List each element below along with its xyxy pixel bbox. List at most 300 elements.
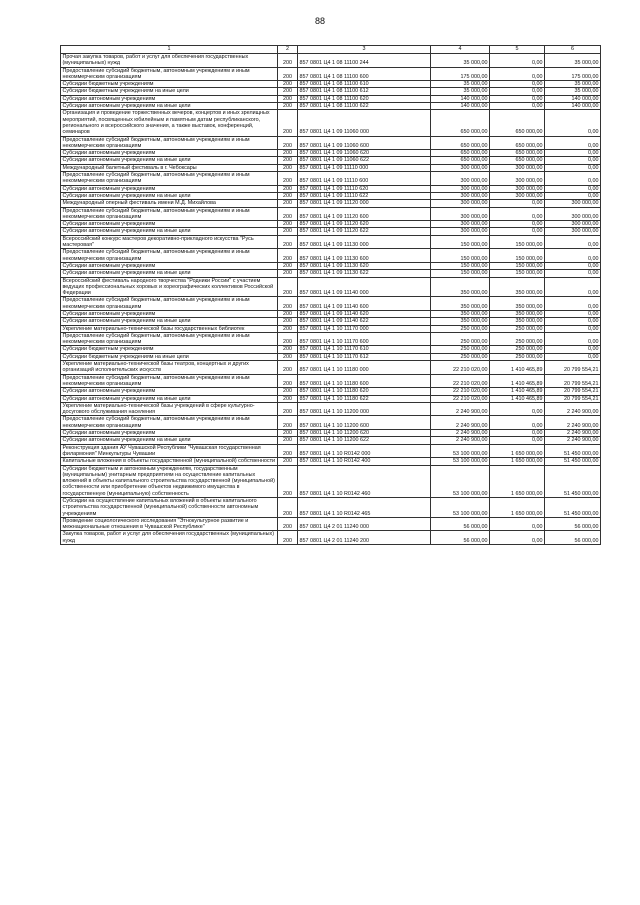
row-code-cell: 200	[278, 164, 298, 171]
column-header: 4	[431, 46, 490, 54]
row-total-cell: 0,00	[545, 157, 601, 164]
row-code-cell: 200	[278, 444, 298, 458]
row-amount-cell: 53 100 000,00	[431, 498, 490, 518]
row-total-cell: 56 000,00	[545, 517, 601, 531]
table-row	[61, 54, 601, 68]
row-amount-cell: 22 210 020,00	[431, 374, 490, 388]
row-total-cell: 0,00	[545, 172, 601, 186]
row-code-cell: 200	[278, 361, 298, 375]
row-change-cell: 0,00	[490, 95, 545, 102]
row-code-cell: 200	[278, 262, 298, 269]
row-amount-cell: 22 210 020,00	[431, 395, 490, 402]
row-code-cell: 200	[278, 346, 298, 353]
row-code-cell: 200	[278, 172, 298, 186]
row-change-cell: 300 000,00	[490, 185, 545, 192]
row-total-cell: 51 450 000,00	[545, 498, 601, 518]
row-name-cell: Капитальные вложения в объекты государственной (муниципальной) собственности	[61, 458, 278, 465]
row-code-cell: 200	[278, 353, 298, 360]
row-code-cell: 200	[278, 110, 298, 136]
column-header: 5	[490, 46, 545, 54]
row-amount-cell: 650 000,00	[431, 136, 490, 150]
row-total-cell: 20 799 554,21	[545, 361, 601, 375]
row-change-cell: 250 000,00	[490, 332, 545, 346]
row-classification-cell: 857 0801 Ц4 1 09 11060 622	[298, 157, 431, 164]
row-classification-cell: 857 0801 Ц4 1 08 11100 244	[298, 54, 431, 68]
row-total-cell: 0,00	[545, 346, 601, 353]
row-classification-cell: 857 0801 Ц4 1 10 11180 622	[298, 395, 431, 402]
row-amount-cell: 300 000,00	[431, 164, 490, 171]
row-name-cell: Субсидии бюджетным учреждениям на иные цели	[61, 88, 278, 95]
row-amount-cell: 650 000,00	[431, 150, 490, 157]
row-code-cell: 200	[278, 67, 298, 81]
row-name-cell: Международный балетный фестиваль в г. Чебоксары	[61, 164, 278, 171]
row-code-cell: 200	[278, 200, 298, 207]
row-code-cell: 200	[278, 416, 298, 430]
row-code-cell: 200	[278, 402, 298, 416]
row-change-cell: 250 000,00	[490, 325, 545, 332]
table-row	[61, 458, 601, 465]
row-change-cell: 300 000,00	[490, 164, 545, 171]
row-code-cell: 200	[278, 531, 298, 545]
row-change-cell: 1 410 465,89	[490, 395, 545, 402]
table-row	[61, 318, 601, 325]
row-amount-cell: 2 240 900,00	[431, 402, 490, 416]
table-row	[61, 192, 601, 199]
column-header: 2	[278, 46, 298, 54]
row-total-cell: 56 000,00	[545, 531, 601, 545]
table-row	[61, 88, 601, 95]
row-name-cell: Предоставление субсидий бюджетным, автономным учреждениям и иным некоммерческим организациям	[61, 207, 278, 221]
row-name-cell: Субсидии автономным учреждениям на иные цели	[61, 192, 278, 199]
row-classification-cell: 857 0801 Ц4 1 09 11110 620	[298, 185, 431, 192]
row-change-cell: 1 650 000,00	[490, 465, 545, 497]
row-change-cell: 150 000,00	[490, 262, 545, 269]
table-row	[61, 444, 601, 458]
row-total-cell: 2 240 900,00	[545, 416, 601, 430]
table-row	[61, 388, 601, 395]
row-total-cell: 51 450 000,00	[545, 458, 601, 465]
row-total-cell: 300 000,00	[545, 221, 601, 228]
row-amount-cell: 350 000,00	[431, 297, 490, 311]
row-name-cell: Прочая закупка товаров, работ и услуг для обеспечения государственных (муниципальных) нужд	[61, 54, 278, 68]
row-classification-cell: 857 0801 Ц4 1 10 11180 620	[298, 388, 431, 395]
row-total-cell: 2 240 900,00	[545, 437, 601, 444]
row-total-cell: 140 000,00	[545, 95, 601, 102]
table-row	[61, 207, 601, 221]
table-row	[61, 270, 601, 277]
row-classification-cell: 857 0801 Ц4 1 10 11180 000	[298, 361, 431, 375]
row-amount-cell: 300 000,00	[431, 228, 490, 235]
row-total-cell: 175 000,00	[545, 67, 601, 81]
row-change-cell: 0,00	[490, 402, 545, 416]
table-row	[61, 150, 601, 157]
row-amount-cell: 35 000,00	[431, 81, 490, 88]
row-classification-cell: 857 0801 Ц4 1 10 11200 620	[298, 430, 431, 437]
row-classification-cell: 857 0801 Ц4 2 01 11240 000	[298, 517, 431, 531]
row-classification-cell: 857 0801 Ц4 1 10 R0142 400	[298, 458, 431, 465]
row-change-cell: 1 650 000,00	[490, 498, 545, 518]
row-change-cell: 0,00	[490, 228, 545, 235]
row-total-cell: 0,00	[545, 310, 601, 317]
row-code-cell: 200	[278, 388, 298, 395]
table-row	[61, 297, 601, 311]
row-total-cell: 0,00	[545, 332, 601, 346]
row-code-cell: 200	[278, 517, 298, 531]
row-amount-cell: 300 000,00	[431, 207, 490, 221]
row-name-cell: Субсидии автономным учреждениям	[61, 310, 278, 317]
table-row	[61, 437, 601, 444]
row-classification-cell: 857 0801 Ц4 1 10 R0142 465	[298, 498, 431, 518]
table-row	[61, 531, 601, 545]
row-classification-cell: 857 0801 Ц4 1 10 R0142 000	[298, 444, 431, 458]
row-amount-cell: 650 000,00	[431, 157, 490, 164]
row-amount-cell: 250 000,00	[431, 332, 490, 346]
table-row	[61, 325, 601, 332]
row-name-cell: Предоставление субсидий бюджетным, автономным учреждениям и иным некоммерческим организациям	[61, 136, 278, 150]
row-classification-cell: 857 0801 Ц4 1 09 11120 622	[298, 228, 431, 235]
row-change-cell: 250 000,00	[490, 346, 545, 353]
row-change-cell: 0,00	[490, 430, 545, 437]
row-name-cell: Субсидии автономным учреждениям на иные цели	[61, 103, 278, 110]
row-name-cell: Предоставление субсидий бюджетным, автономным учреждениям и иным некоммерческим организациям	[61, 249, 278, 263]
row-name-cell: Укрепление материально-технической базы учреждений в сфере культурно-досугового обслуживания населения	[61, 402, 278, 416]
row-code-cell: 200	[278, 465, 298, 497]
row-code-cell: 200	[278, 277, 298, 297]
row-amount-cell: 2 240 900,00	[431, 430, 490, 437]
row-amount-cell: 300 000,00	[431, 192, 490, 199]
row-name-cell: Укрепление материально-технической базы театров, концертных и других организаций исполнительских искусств	[61, 361, 278, 375]
row-code-cell: 200	[278, 81, 298, 88]
row-total-cell: 0,00	[545, 235, 601, 249]
row-code-cell: 200	[278, 185, 298, 192]
table-row	[61, 221, 601, 228]
row-amount-cell: 53 100 000,00	[431, 465, 490, 497]
row-name-cell: Проведение социологического исследования "Этнокультурное развитие и межнациональные отношения в Чувашской Республике"	[61, 517, 278, 531]
row-classification-cell: 857 0801 Ц4 2 01 11240 200	[298, 531, 431, 545]
row-amount-cell: 150 000,00	[431, 235, 490, 249]
row-change-cell: 0,00	[490, 88, 545, 95]
row-name-cell: Субсидии автономным учреждениям	[61, 95, 278, 102]
row-total-cell: 0,00	[545, 262, 601, 269]
table-body	[61, 54, 601, 545]
row-change-cell: 1 410 465,89	[490, 361, 545, 375]
row-classification-cell: 857 0801 Ц4 1 10 11180 600	[298, 374, 431, 388]
row-name-cell: Субсидии автономным учреждениям	[61, 262, 278, 269]
row-change-cell: 150 000,00	[490, 270, 545, 277]
row-change-cell: 650 000,00	[490, 157, 545, 164]
row-classification-cell: 857 0801 Ц4 1 09 11130 620	[298, 262, 431, 269]
row-total-cell: 0,00	[545, 325, 601, 332]
row-amount-cell: 22 210 020,00	[431, 361, 490, 375]
row-amount-cell: 140 000,00	[431, 103, 490, 110]
row-change-cell: 350 000,00	[490, 310, 545, 317]
row-code-cell: 200	[278, 249, 298, 263]
row-change-cell: 650 000,00	[490, 150, 545, 157]
row-classification-cell: 857 0801 Ц4 1 10 11170 612	[298, 353, 431, 360]
table-row	[61, 361, 601, 375]
row-code-cell: 200	[278, 437, 298, 444]
row-total-cell: 0,00	[545, 270, 601, 277]
table-row	[61, 228, 601, 235]
row-name-cell: Всероссийский конкурс мастеров декоративно-прикладного искусства "Русь мастеровая"	[61, 235, 278, 249]
row-amount-cell: 350 000,00	[431, 318, 490, 325]
row-name-cell: Субсидии автономным учреждениям	[61, 185, 278, 192]
row-name-cell: Субсидии автономным учреждениям	[61, 388, 278, 395]
table-row	[61, 136, 601, 150]
row-amount-cell: 53 100 000,00	[431, 458, 490, 465]
row-classification-cell: 857 0801 Ц4 1 08 11100 610	[298, 81, 431, 88]
row-name-cell: Субсидии автономным учреждениям на иные цели	[61, 318, 278, 325]
row-name-cell: Предоставление субсидий бюджетным, автономным учреждениям и иным некоммерческим организациям	[61, 172, 278, 186]
column-header: 3	[298, 46, 431, 54]
row-classification-cell: 857 0801 Ц4 1 08 11100 612	[298, 88, 431, 95]
row-change-cell: 0,00	[490, 221, 545, 228]
table-row	[61, 498, 601, 518]
row-total-cell: 0,00	[545, 297, 601, 311]
table-row	[61, 185, 601, 192]
row-classification-cell: 857 0801 Ц4 1 09 11130 000	[298, 235, 431, 249]
row-name-cell: Субсидии бюджетным и автономным учреждениям, государственным (муниципальным) унитарным предприятиям на осуществление капитальных вложений в объекты капитального строительства государственной (муниципальной) собственности или приобретение объектов недвижимого имущества в государственную (муниципальную) собственность	[61, 465, 278, 497]
row-change-cell: 1 410 465,89	[490, 374, 545, 388]
row-change-cell: 0,00	[490, 67, 545, 81]
row-code-cell: 200	[278, 430, 298, 437]
row-classification-cell: 857 0801 Ц4 1 10 11200 600	[298, 416, 431, 430]
row-total-cell: 0,00	[545, 164, 601, 171]
row-classification-cell: 857 0801 Ц4 1 08 11100 600	[298, 67, 431, 81]
row-classification-cell: 857 0801 Ц4 1 09 11140 622	[298, 318, 431, 325]
row-code-cell: 200	[278, 95, 298, 102]
row-code-cell: 200	[278, 318, 298, 325]
row-amount-cell: 250 000,00	[431, 346, 490, 353]
row-amount-cell: 35 000,00	[431, 54, 490, 68]
row-code-cell: 200	[278, 297, 298, 311]
row-name-cell: Субсидии автономным учреждениям на иные цели	[61, 228, 278, 235]
row-code-cell: 200	[278, 498, 298, 518]
row-name-cell: Укрепление материально-технической базы государственных библиотек	[61, 325, 278, 332]
table-row	[61, 430, 601, 437]
row-name-cell: Субсидии бюджетным учреждениям	[61, 346, 278, 353]
row-total-cell: 0,00	[545, 192, 601, 199]
row-code-cell: 200	[278, 310, 298, 317]
column-header: 6	[545, 46, 601, 54]
row-amount-cell: 175 000,00	[431, 67, 490, 81]
row-change-cell: 0,00	[490, 207, 545, 221]
table-row	[61, 517, 601, 531]
table-row	[61, 95, 601, 102]
table-row	[61, 332, 601, 346]
row-total-cell: 0,00	[545, 353, 601, 360]
row-change-cell: 1 650 000,00	[490, 458, 545, 465]
row-classification-cell: 857 0801 Ц4 1 10 R0142 460	[298, 465, 431, 497]
table-row	[61, 164, 601, 171]
row-classification-cell: 857 0801 Ц4 1 09 11140 000	[298, 277, 431, 297]
row-classification-cell: 857 0801 Ц4 1 09 11120 000	[298, 200, 431, 207]
row-amount-cell: 300 000,00	[431, 172, 490, 186]
row-classification-cell: 857 0801 Ц4 1 09 11110 000	[298, 164, 431, 171]
row-change-cell: 0,00	[490, 517, 545, 531]
row-total-cell: 0,00	[545, 318, 601, 325]
row-classification-cell: 857 0801 Ц4 1 09 11060 000	[298, 110, 431, 136]
row-code-cell: 200	[278, 103, 298, 110]
row-change-cell: 0,00	[490, 416, 545, 430]
table-row	[61, 67, 601, 81]
row-name-cell: Предоставление субсидий бюджетным, автономным учреждениям и иным некоммерческим организациям	[61, 332, 278, 346]
row-classification-cell: 857 0801 Ц4 1 09 11110 600	[298, 172, 431, 186]
row-amount-cell: 150 000,00	[431, 270, 490, 277]
row-total-cell: 0,00	[545, 249, 601, 263]
row-classification-cell: 857 0801 Ц4 1 10 11170 610	[298, 346, 431, 353]
row-change-cell: 300 000,00	[490, 192, 545, 199]
budget-table	[60, 45, 601, 545]
row-classification-cell: 857 0801 Ц4 1 08 11100 622	[298, 103, 431, 110]
row-amount-cell: 56 000,00	[431, 531, 490, 545]
row-amount-cell: 350 000,00	[431, 310, 490, 317]
row-classification-cell: 857 0801 Ц4 1 09 11130 622	[298, 270, 431, 277]
row-name-cell: Субсидии бюджетным учреждениям	[61, 81, 278, 88]
row-change-cell: 300 000,00	[490, 172, 545, 186]
table-row	[61, 200, 601, 207]
row-amount-cell: 150 000,00	[431, 262, 490, 269]
row-amount-cell: 650 000,00	[431, 110, 490, 136]
row-change-cell: 1 410 465,89	[490, 388, 545, 395]
table-row	[61, 310, 601, 317]
row-classification-cell: 857 0801 Ц4 1 09 11140 620	[298, 310, 431, 317]
row-code-cell: 200	[278, 458, 298, 465]
row-amount-cell: 35 000,00	[431, 88, 490, 95]
row-change-cell: 1 650 000,00	[490, 444, 545, 458]
row-change-cell: 650 000,00	[490, 110, 545, 136]
row-name-cell: Всероссийский фестиваль народного творчества "Родники России" с участием ведущих профессиональных хоровых и хореографических коллективов Российской Федерации	[61, 277, 278, 297]
table-row	[61, 416, 601, 430]
table-row	[61, 374, 601, 388]
row-classification-cell: 857 0801 Ц4 1 10 11200 000	[298, 402, 431, 416]
row-name-cell: Субсидии автономным учреждениям на иные цели	[61, 270, 278, 277]
row-amount-cell: 300 000,00	[431, 185, 490, 192]
header-row	[61, 46, 601, 54]
row-total-cell: 2 240 900,00	[545, 430, 601, 437]
page-number: 88	[314, 16, 325, 26]
row-code-cell: 200	[278, 88, 298, 95]
row-code-cell: 200	[278, 54, 298, 68]
row-code-cell: 200	[278, 207, 298, 221]
row-change-cell: 0,00	[490, 200, 545, 207]
row-name-cell: Субсидии автономным учреждениям	[61, 430, 278, 437]
row-code-cell: 200	[278, 221, 298, 228]
table-row	[61, 110, 601, 136]
row-name-cell: Субсидии автономным учреждениям	[61, 221, 278, 228]
row-classification-cell: 857 0801 Ц4 1 09 11110 622	[298, 192, 431, 199]
row-code-cell: 200	[278, 136, 298, 150]
row-amount-cell: 56 000,00	[431, 517, 490, 531]
row-code-cell: 200	[278, 374, 298, 388]
row-classification-cell: 857 0801 Ц4 1 08 11100 620	[298, 95, 431, 102]
row-amount-cell: 250 000,00	[431, 353, 490, 360]
row-amount-cell: 300 000,00	[431, 221, 490, 228]
table-row	[61, 465, 601, 497]
row-code-cell: 200	[278, 325, 298, 332]
row-classification-cell: 857 0801 Ц4 1 09 11120 620	[298, 221, 431, 228]
column-header: 1	[61, 46, 278, 54]
row-code-cell: 200	[278, 395, 298, 402]
row-name-cell: Предоставление субсидий бюджетным, автономным учреждениям и иным некоммерческим организациям	[61, 297, 278, 311]
row-classification-cell: 857 0801 Ц4 1 09 11130 600	[298, 249, 431, 263]
table-row	[61, 172, 601, 186]
row-total-cell: 20 799 554,21	[545, 374, 601, 388]
row-total-cell: 300 000,00	[545, 207, 601, 221]
row-amount-cell: 2 240 900,00	[431, 416, 490, 430]
row-name-cell: Организация и проведение торжественных вечеров, концертов и иных зрелищных мероприятий, посвященных юбилейным и памятным датам республиканского, регионального и всероссийского значения, а также выставок, конференций, семинаров	[61, 110, 278, 136]
row-name-cell: Предоставление субсидий бюджетным, автономным учреждениям и иным некоммерческим организациям	[61, 374, 278, 388]
table-row	[61, 81, 601, 88]
row-name-cell: Субсидии автономным учреждениям	[61, 150, 278, 157]
row-total-cell: 0,00	[545, 136, 601, 150]
row-change-cell: 350 000,00	[490, 297, 545, 311]
row-total-cell: 300 000,00	[545, 200, 601, 207]
row-change-cell: 0,00	[490, 103, 545, 110]
row-name-cell: Субсидии бюджетным учреждениям на иные цели	[61, 353, 278, 360]
row-name-cell: Субсидии на осуществление капитальных вложений в объекты капитального строительства государственной (муниципальной) собственности автономным учреждениям	[61, 498, 278, 518]
row-classification-cell: 857 0801 Ц4 1 09 11060 600	[298, 136, 431, 150]
row-total-cell: 51 450 000,00	[545, 444, 601, 458]
row-name-cell: Субсидии автономным учреждениям на иные цели	[61, 395, 278, 402]
table-row	[61, 157, 601, 164]
row-change-cell: 0,00	[490, 54, 545, 68]
row-change-cell: 150 000,00	[490, 235, 545, 249]
row-amount-cell: 150 000,00	[431, 249, 490, 263]
row-total-cell: 20 799 554,21	[545, 395, 601, 402]
row-amount-cell: 350 000,00	[431, 277, 490, 297]
row-code-cell: 200	[278, 157, 298, 164]
row-name-cell: Предоставление субсидий бюджетным, автономным учреждениям и иным некоммерческим организациям	[61, 416, 278, 430]
row-classification-cell: 857 0801 Ц4 1 09 11140 600	[298, 297, 431, 311]
table-row	[61, 346, 601, 353]
row-classification-cell: 857 0801 Ц4 1 10 11170 600	[298, 332, 431, 346]
row-total-cell: 2 240 900,00	[545, 402, 601, 416]
row-total-cell: 300 000,00	[545, 228, 601, 235]
row-total-cell: 0,00	[545, 277, 601, 297]
row-name-cell: Закупка товаров, работ и услуг для обеспечения государственных (муниципальных) нужд	[61, 531, 278, 545]
row-amount-cell: 140 000,00	[431, 95, 490, 102]
row-code-cell: 200	[278, 150, 298, 157]
row-classification-cell: 857 0801 Ц4 1 10 11200 622	[298, 437, 431, 444]
row-change-cell: 0,00	[490, 81, 545, 88]
row-total-cell: 0,00	[545, 185, 601, 192]
row-amount-cell: 22 210 020,00	[431, 388, 490, 395]
table-row	[61, 353, 601, 360]
row-classification-cell: 857 0801 Ц4 1 09 11060 620	[298, 150, 431, 157]
row-name-cell: Субсидии автономным учреждениям на иные цели	[61, 437, 278, 444]
row-code-cell: 200	[278, 192, 298, 199]
row-total-cell: 140 000,00	[545, 103, 601, 110]
row-amount-cell: 300 000,00	[431, 200, 490, 207]
row-change-cell: 0,00	[490, 437, 545, 444]
table-row	[61, 249, 601, 263]
table-row	[61, 235, 601, 249]
table-row	[61, 103, 601, 110]
row-code-cell: 200	[278, 228, 298, 235]
row-amount-cell: 2 240 900,00	[431, 437, 490, 444]
row-code-cell: 200	[278, 235, 298, 249]
row-classification-cell: 857 0801 Ц4 1 10 11170 000	[298, 325, 431, 332]
row-name-cell: Предоставление субсидий бюджетным, автономным учреждениям и иным некоммерческим организациям	[61, 67, 278, 81]
row-total-cell: 20 799 554,21	[545, 388, 601, 395]
row-total-cell: 0,00	[545, 150, 601, 157]
row-name-cell: Субсидии автономным учреждениям на иные цели	[61, 157, 278, 164]
row-name-cell: Международный оперный фестиваль имени М.Д. Михайлова	[61, 200, 278, 207]
row-total-cell: 0,00	[545, 110, 601, 136]
row-change-cell: 250 000,00	[490, 353, 545, 360]
table-row	[61, 395, 601, 402]
